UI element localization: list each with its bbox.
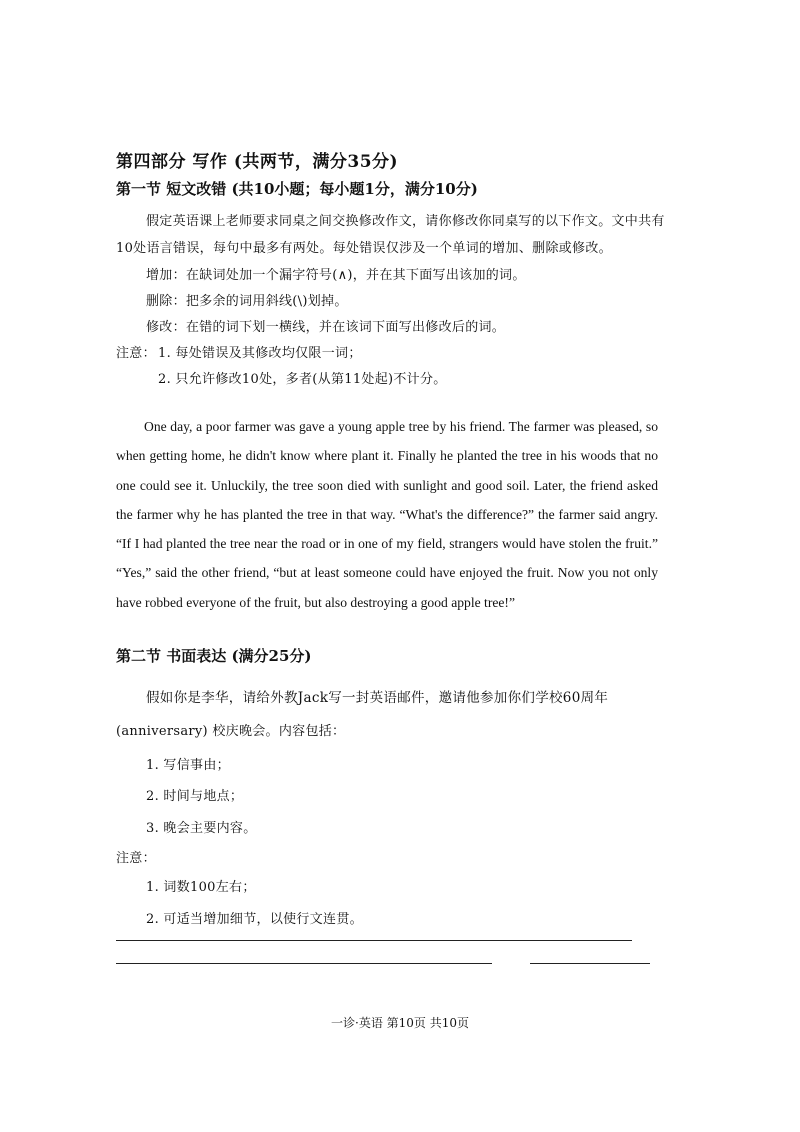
- section-two-notes-label: 注意：: [116, 851, 156, 866]
- part-four-title: 第四部分 写作 (共两节，满分35分): [116, 152, 399, 172]
- writing-answer-line-3[interactable]: [530, 963, 650, 964]
- writing-answer-line-1[interactable]: [116, 940, 632, 941]
- section-two-note-2: 2. 可适当增加细节，以使行文连贯。: [146, 912, 363, 927]
- content-item-1: 1. 写信事由；: [146, 758, 230, 773]
- error-correction-passage: One day, a poor farmer was gave a young apple tree by his friend. The farmer was pleased, so when getting home, he didn't know where plant it. Finally he planted the tree in his woods that no one could see it. Unluckily, the tree soon died with sunlight and good soil. Later, the friend asked the farmer why he has planted the tree in that way. “What's the difference?” the farmer said angry. “If I had planted the tree near the road or in one of my field, strangers would have stolen the fruit.” “Yes,” said the other friend, “but at least someone could have enjoyed the fruit. Now you not only have robbed everyone of the fruit, but also destroying a good apple tree!”: [116, 419, 658, 610]
- section-two-note-1: 1. 词数100左右；: [146, 880, 256, 895]
- section-one-notes-label: 注意：: [116, 346, 156, 361]
- add-rule: 增加：在缺词处加一个漏字符号(∧)，并在其下面写出该加的词。: [146, 268, 526, 283]
- section-one-title: 第一节 短文改错 (共10小题；每小题1分，满分10分): [116, 180, 478, 198]
- section-two-title: 第二节 书面表达 (满分25分): [116, 647, 312, 665]
- section-one-instruction-line1: 假定英语课上老师要求同桌之间交换修改作文，请你修改你同桌写的以下作文。文中共有: [146, 214, 665, 229]
- modify-rule: 修改：在错的词下划一横线，并在该词下面写出修改后的词。: [146, 320, 506, 335]
- writing-prompt-line2: (anniversary) 校庆晚会。内容包括：: [116, 724, 346, 739]
- content-item-3: 3. 晚会主要内容。: [146, 821, 257, 836]
- delete-rule: 删除：把多余的词用斜线(\)划掉。: [146, 294, 348, 309]
- section-one-note-2: 2. 只允许修改10处，多者(从第11处起)不计分。: [158, 372, 447, 387]
- section-one-instruction-line2: 10处语言错误，每句中最多有两处。每处错误仅涉及一个单词的增加、删除或修改。: [116, 241, 612, 256]
- writing-prompt-line1: 假如你是李华，请给外教Jack写一封英语邮件，邀请他参加你们学校60周年: [146, 690, 609, 706]
- content-item-2: 2. 时间与地点；: [146, 789, 244, 804]
- page-footer: 一诊·英语 第10页 共10页: [331, 1016, 469, 1030]
- section-one-note-1: 1. 每处错误及其修改均仅限一词；: [158, 346, 362, 361]
- writing-answer-line-2[interactable]: [116, 963, 492, 964]
